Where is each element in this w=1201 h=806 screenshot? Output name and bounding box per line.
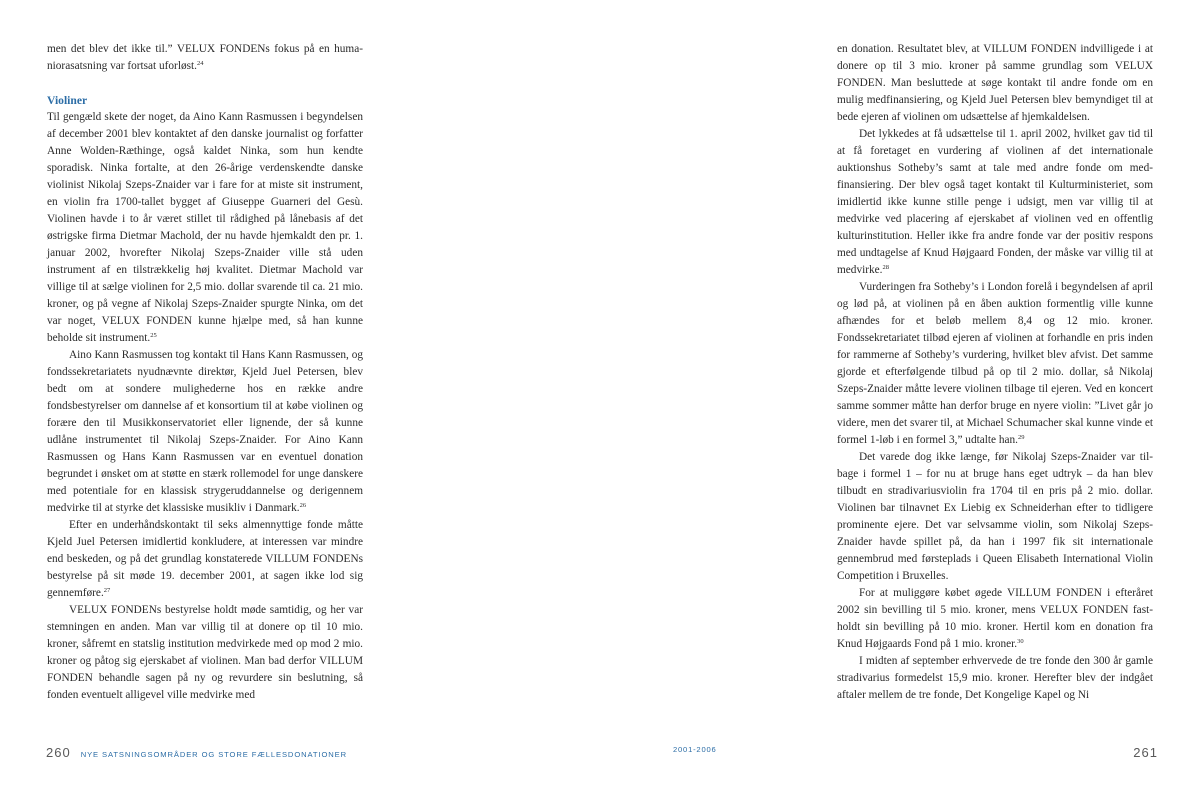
footnote-ref[interactable]: 24 bbox=[196, 60, 204, 67]
center-footer bbox=[673, 745, 717, 761]
year-range: 2001-2006 bbox=[673, 745, 717, 754]
right-page bbox=[600, 0, 1201, 806]
left-page bbox=[0, 0, 600, 806]
paragraph: en donation. Resultatet blev, at VILLUM FONDEN indvilligede i at donere op til 3 mio. kroner på samme grundlag som VELUX FONDEN. Man besluttede at søge kontakt til andre fonde om en mulig medfinansiering, og Kjeld Juel Petersen blev bemyndiget til at bede ejeren af violinen om udsættelse af hjemkaldelsen. bbox=[837, 43, 1153, 123]
paragraph: For at muliggøre købet øgede VILLUM FONDEN i efteråret 2002 sin bevilling til 5 mio. kroner, mens VELUX FONDEN fastholdt sin bevilling på 10 mio. kroner. Hertil kom en donation fra Knud Højgaards Fond på 1 mio. kroner.$^{30}$ bbox=[837, 587, 1153, 650]
footnote-ref[interactable]: 30 bbox=[1017, 638, 1024, 645]
paragraph: I midten af september erhvervede de tre fonde den 300 år gamle stradivarius formedelst 15,9 mio. kroner. Herefter blev der indgået aftaler mellem de tre fonde, Det Kongelige Kapel og Ni bbox=[837, 655, 1153, 701]
paragraph: men det blev det ikke til.” VELUX FONDENs fokus på en humaniorasatsning var fortsat uforløst.$^{24}$ bbox=[47, 43, 363, 72]
paragraph: Vurderingen fra Sotheby’s i London forelå i begyndelsen af april og lød på, at violinen på en åben auktion formentlig ville kunne afhændes for et beløb mellem 8,4 og 12 mio. kroner. Fondssekretariatet tilbød ejeren af violinen at forhandle en pris inden for rammerne af Sotheby’s vurdering, hvilket blev afvist. Det samme gjorde et efterfølgende tilbud på op til 2 mio. dollar, så Nikolaj Szeps-Znaider måtte levere violinen tilbage til ejeren. Ved en koncert samme sommer måtte han derfor bruge en nyere violin: ”Livet går jo videre, men det svarer til, at Michael Schumacher skal kunne vinde et formel 1-løb i en formel 3,” udtalte han.$^{29}$ bbox=[837, 281, 1153, 446]
page-number: 261 bbox=[1133, 745, 1158, 760]
footnote-ref[interactable]: 28 bbox=[882, 264, 889, 271]
footnote-ref[interactable]: 27 bbox=[103, 587, 111, 594]
running-head: NYE SATSNINGSOMRÅDER OG STORE FÆLLESDONATIONER bbox=[80, 750, 347, 759]
left-text-column bbox=[47, 41, 363, 704]
page-number: 260 bbox=[46, 745, 71, 760]
section-heading: Violiner bbox=[47, 94, 88, 107]
paragraph: Det lykkedes at få udsættelse til 1. april 2002, hvilket gav tid til at få foretaget en vurdering af violinen af det internationale auktionshus Sotheby’s samt at tale med andre fonde om medfinansiering. Der blev også taget kontakt til Kulturministeriet, som imidlertid ikke kunne stille penge i udsigt, men var villig til at medvirke ved placering af ejerskabet af violinen ved en offentlig kulturinstitution. Heller ikke fra andre fonde var der positiv respons med undtagelse af Knud Højgaard Fonden, der måske var villig til at medvirke.$^{28}$ bbox=[837, 128, 1153, 276]
paragraph: Aino Kann Rasmussen tog kontakt til Hans Kann Rasmussen, og fondssekretariatets nyudnævnte direktør, Kjeld Juel Petersen, blev bedt om at sondere mulighederne hos en række andre fondsbestyrelser om dannelse af et konsortium til at købe violinen og forære den til Musikkonservatoriet eller lignende, der så kunne udlåne instrumentet til Nikolaj Szeps-Znaider. For Aino Kann Rasmussen og Hans Kann Rasmussen var en eventuel donation begrundet i ønsket om at støtte en stærk rollemodel for unge danskere med potentiale for en klassisk strygeruddannelse og derigennem medvirke til at styrke det klassiske musikliv i Danmark.$^{26}$ bbox=[47, 349, 363, 514]
footnote-ref[interactable]: 29 bbox=[1018, 434, 1025, 441]
paragraph: VELUX FONDENs bestyrelse holdt møde samtidig, og her var stemningen en anden. Man var villig til at donere op til 10 mio. kroner, såfremt en statslig institution medvirkede med op mod 2 mio. kroner og påtog sig ejerskabet af violinen. Man bad derfor VILLUM FONDEN behandle sagen på ny og revurdere sin beslutning, så fonden eventuelt alligevel ville medvirke med bbox=[47, 604, 363, 701]
paragraph: Til gengæld skete der noget, da Aino Kann Rasmussen i begyndelsen af december 2001 blev kontaktet af den danske journalist og forfatter Anne Wolden-Ræthinge, også kaldet Ninka, som hun kendte sporadisk. Ninka fortalte, at den 26-årige verdenskendte danske violinist Nikolaj Szeps-Znaider var i fare for at miste sit instrument, en violin fra 1700-tallet bygget af Giuseppe Guarneri del Gesù. Violinen havde i to år været stillet til rådighed på lånebasis af det østrigske firma Dietmar Machold, der nu havde hjemkaldt den pr. 1. januar 2002, hvorefter Nikolaj Szeps-Znaider ville stå uden instrument af en tilstrækkelig høj kvalitet. Dietmar Machold var villige til at sælge violinen for 2,5 mio. dollar svarende til ca. 21 mio. kroner, og på vegne af Nikolaj Szeps-Znaider spurgte Ninka, om det var noget, VELUX FONDEN kunne hjælpe med, så han kunne beholde sit instrument.$^{25}$ bbox=[47, 111, 363, 344]
footnote-ref[interactable]: 25 bbox=[150, 332, 157, 339]
right-text-column bbox=[837, 41, 1153, 704]
left-footer bbox=[46, 745, 347, 761]
footnote-ref[interactable]: 26 bbox=[299, 502, 307, 509]
right-footer bbox=[1133, 745, 1158, 761]
paragraph: Det varede dog ikke længe, før Nikolaj Szeps-Znaider var tilbage i formel 1 – for nu at bruge hans eget udtryk – da han blev tilbudt en stradivariusviolin fra 1704 til en pris på 2 mio. dollar. Violinen bar tilnavnet Ex Liebig ex Schneiderhan efter to tidligere prominente ejere. Det var selvsamme violin, som Nikolaj Szeps-Znaider havde spillet på, da han i 1997 fik sit internationale gennembrud med førsteplads i Queen Elisabeth International Violin Competition i Bruxelles. bbox=[837, 451, 1153, 582]
paragraph: Efter en underhåndskontakt til seks almennyttige fonde måtte Kjeld Juel Petersen imidlertid konkludere, at interessen var mindre end beskeden, og på det grundlag konstaterede VILLUM FONDENs bestyrelse på sit møde 19. december 2001, at sagen ikke lod sig gennemføre.$^{27}$ bbox=[47, 519, 363, 599]
